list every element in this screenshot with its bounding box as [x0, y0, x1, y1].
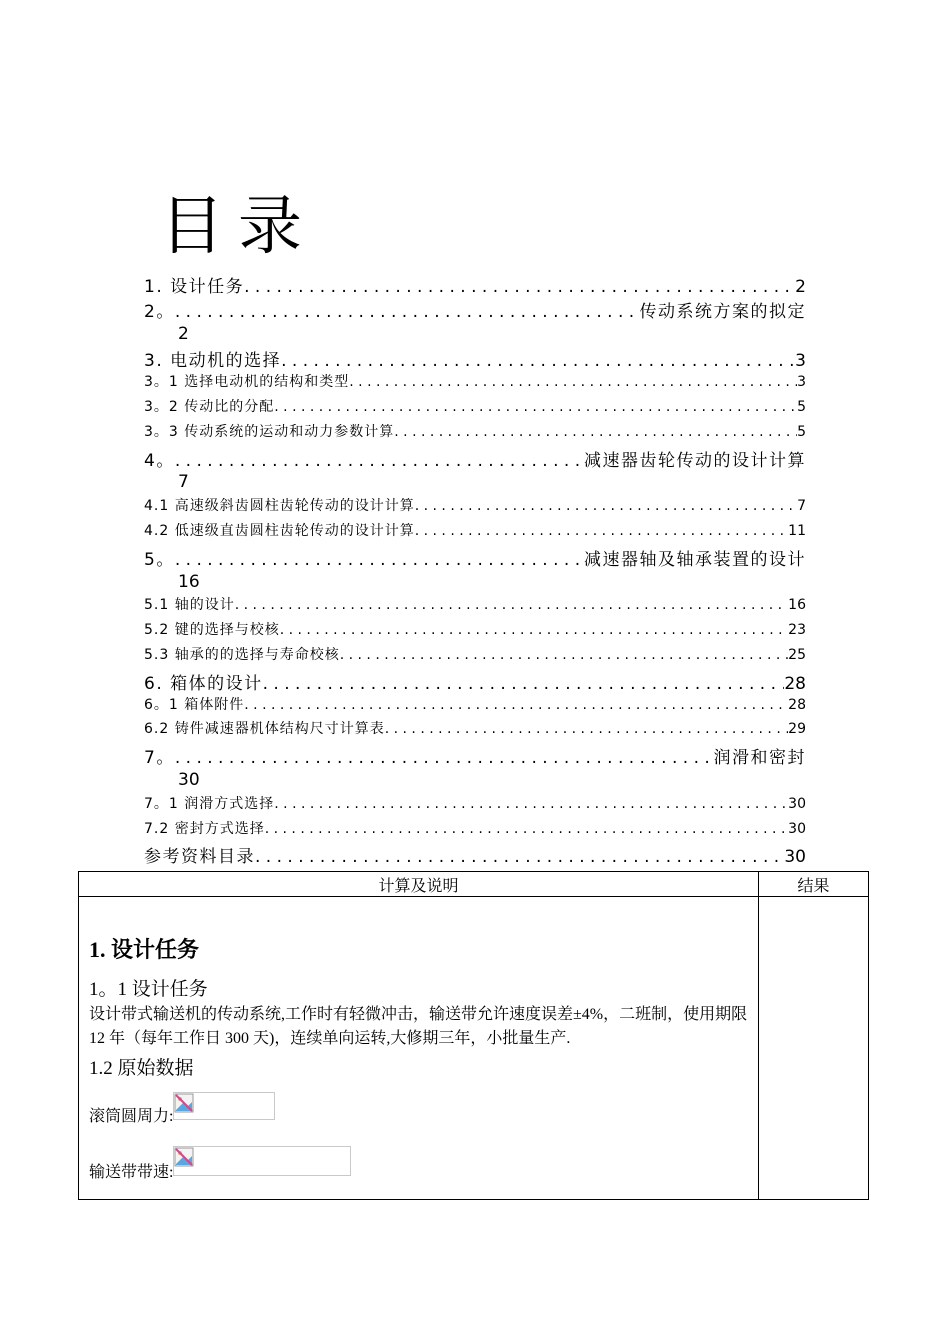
toc-entry[interactable] — [144, 594, 806, 619]
toc-entry-page: 23 — [788, 622, 806, 639]
toc-leader-dots — [281, 351, 795, 371]
column-header-calculation: 计算及说明 — [79, 872, 759, 897]
toc-entry[interactable] — [144, 545, 806, 570]
toc-entry-page: 28 — [788, 696, 806, 713]
toc-entry-title: 润滑和密封 — [713, 748, 806, 768]
toc-entry-label: 5。 — [144, 549, 175, 570]
toc-entry-label: 2。 — [144, 301, 175, 322]
column-header-result: 结果 — [759, 872, 869, 897]
toc-entry-page: 25 — [788, 646, 806, 663]
toc-entry-page: 29 — [788, 721, 806, 738]
toc-leader-dots — [415, 523, 788, 539]
toc-entry-label: 参考资料目录 — [144, 847, 255, 868]
toc-entry-page: 16 — [178, 571, 200, 592]
section-heading: 1. 设计任务 — [89, 937, 200, 962]
toc-entry-label: 4。 — [144, 450, 175, 471]
toc-entry-page: 2 — [795, 277, 806, 297]
toc-entry-page: 7 — [178, 472, 189, 493]
toc-entry-title: 减速器轴及轴承装置的设计 — [584, 549, 806, 570]
result-cell — [759, 897, 869, 1200]
toc-entry-page: 2 — [178, 323, 189, 344]
toc-entry-label: 4.2 低速级直齿圆柱齿轮传动的设计计算 — [144, 522, 415, 539]
toc-entry[interactable] — [144, 644, 806, 669]
toc-entry[interactable] — [144, 743, 806, 768]
toc-leader-dots — [175, 550, 584, 570]
toc-entry-page: 7 — [797, 498, 806, 515]
toc-entry-page: 5 — [797, 423, 806, 440]
toc-entry[interactable] — [144, 495, 806, 520]
toc-entry-label: 6. 箱体的设计 — [144, 673, 263, 694]
toc-title: 目录 — [160, 190, 316, 264]
toc-entry-label: 4.1 高速级斜齿圆柱齿轮传动的设计计算 — [144, 498, 415, 515]
field-belt-speed-label: 输送带带速: — [89, 1164, 174, 1181]
toc-entry-page: 30 — [178, 769, 200, 790]
toc-entry-page: 30 — [788, 820, 806, 837]
toc-entry-label: 5.1 轴的设计 — [144, 597, 235, 614]
subsection-heading-task: 1。1 设计任务 — [89, 979, 208, 1000]
broken-image-icon — [173, 1092, 275, 1120]
subsection-heading-data: 1.2 原始数据 — [89, 1058, 194, 1079]
toc-entry-page: 16 — [788, 597, 806, 614]
broken-image-icon — [173, 1146, 351, 1176]
toc-entry-label: 7.2 密封方式选择 — [144, 820, 265, 837]
toc-entry[interactable] — [144, 793, 806, 818]
toc-leader-dots — [235, 597, 788, 613]
toc-entry[interactable] — [144, 694, 806, 719]
toc-entry-label: 1. 设计任务 — [144, 277, 245, 297]
toc-entry-label: 3。3 传动系统的运动和动力参数计算 — [144, 423, 395, 440]
toc-leader-dots — [175, 748, 714, 768]
toc-leader-dots — [274, 796, 788, 812]
toc-entry[interactable] — [144, 818, 806, 843]
toc-entry-label: 7。 — [144, 748, 175, 768]
toc-leader-dots — [175, 302, 640, 322]
toc-entry[interactable] — [144, 371, 806, 396]
field-belt-speed — [89, 1146, 748, 1182]
toc-entry-title: 传动系统方案的拟定 — [639, 301, 806, 322]
task-description: 设计带式输送机的传动系统,工作时有轻微冲击，输送带允许速度误差±4%，二班制，使用期限 12 年（每年工作日 300 天)，连续单向运转,大修期三年，小批量生产. — [89, 1006, 748, 1047]
toc-leader-dots — [280, 622, 788, 638]
toc-leader-dots — [244, 277, 795, 297]
toc-entry[interactable] — [144, 718, 806, 743]
toc-entry-page: 30 — [788, 795, 806, 812]
toc-entry-page: 28 — [784, 673, 806, 694]
toc-leader-dots — [244, 697, 788, 713]
toc-entry[interactable] — [144, 520, 806, 545]
toc-entry[interactable] — [144, 619, 806, 644]
toc-entry[interactable] — [144, 272, 806, 297]
toc-leader-dots — [265, 821, 788, 837]
toc-entry-label: 6。1 箱体附件 — [144, 696, 245, 713]
toc-entry[interactable] — [144, 446, 806, 471]
toc-leader-dots — [175, 451, 584, 471]
toc-entry-label: 3. 电动机的选择 — [144, 351, 282, 372]
toc-entry[interactable] — [144, 842, 806, 867]
toc-entry-page: 30 — [784, 847, 806, 868]
toc-entry-label: 6.2 铸件减速器机体结构尺寸计算表 — [144, 721, 385, 738]
toc-entry[interactable] — [144, 346, 806, 371]
calculation-cell — [79, 897, 759, 1200]
table-of-contents — [144, 272, 806, 867]
toc-leader-dots — [349, 374, 797, 390]
toc-entry-label: 7。1 润滑方式选择 — [144, 795, 275, 812]
toc-entry-label: 3。2 传动比的分配 — [144, 398, 275, 415]
toc-leader-dots — [340, 647, 788, 663]
toc-leader-dots — [394, 424, 797, 440]
toc-leader-dots — [255, 847, 784, 867]
field-drum-force-label: 滚筒圆周力: — [89, 1108, 174, 1125]
toc-leader-dots — [415, 498, 797, 514]
toc-leader-dots — [385, 721, 788, 737]
field-drum-force — [89, 1092, 748, 1126]
calculation-table — [78, 871, 869, 1200]
toc-entry-title: 减速器齿轮传动的设计计算 — [584, 450, 806, 471]
toc-entry[interactable] — [144, 396, 806, 421]
toc-entry-page: 3 — [795, 351, 806, 372]
toc-entry-label: 5.2 键的选择与校核 — [144, 622, 280, 639]
toc-leader-dots — [263, 674, 785, 694]
toc-entry[interactable] — [144, 297, 806, 322]
toc-entry[interactable] — [144, 421, 806, 446]
toc-entry-page: 5 — [797, 398, 806, 415]
toc-entry-label: 3。1 选择电动机的结构和类型 — [144, 374, 350, 391]
toc-leader-dots — [274, 399, 797, 415]
toc-entry-label: 5.3 轴承的的选择与寿命校核 — [144, 646, 340, 663]
toc-entry[interactable] — [144, 669, 806, 694]
toc-entry-page: 3 — [797, 374, 806, 391]
toc-entry-page: 11 — [788, 522, 806, 539]
